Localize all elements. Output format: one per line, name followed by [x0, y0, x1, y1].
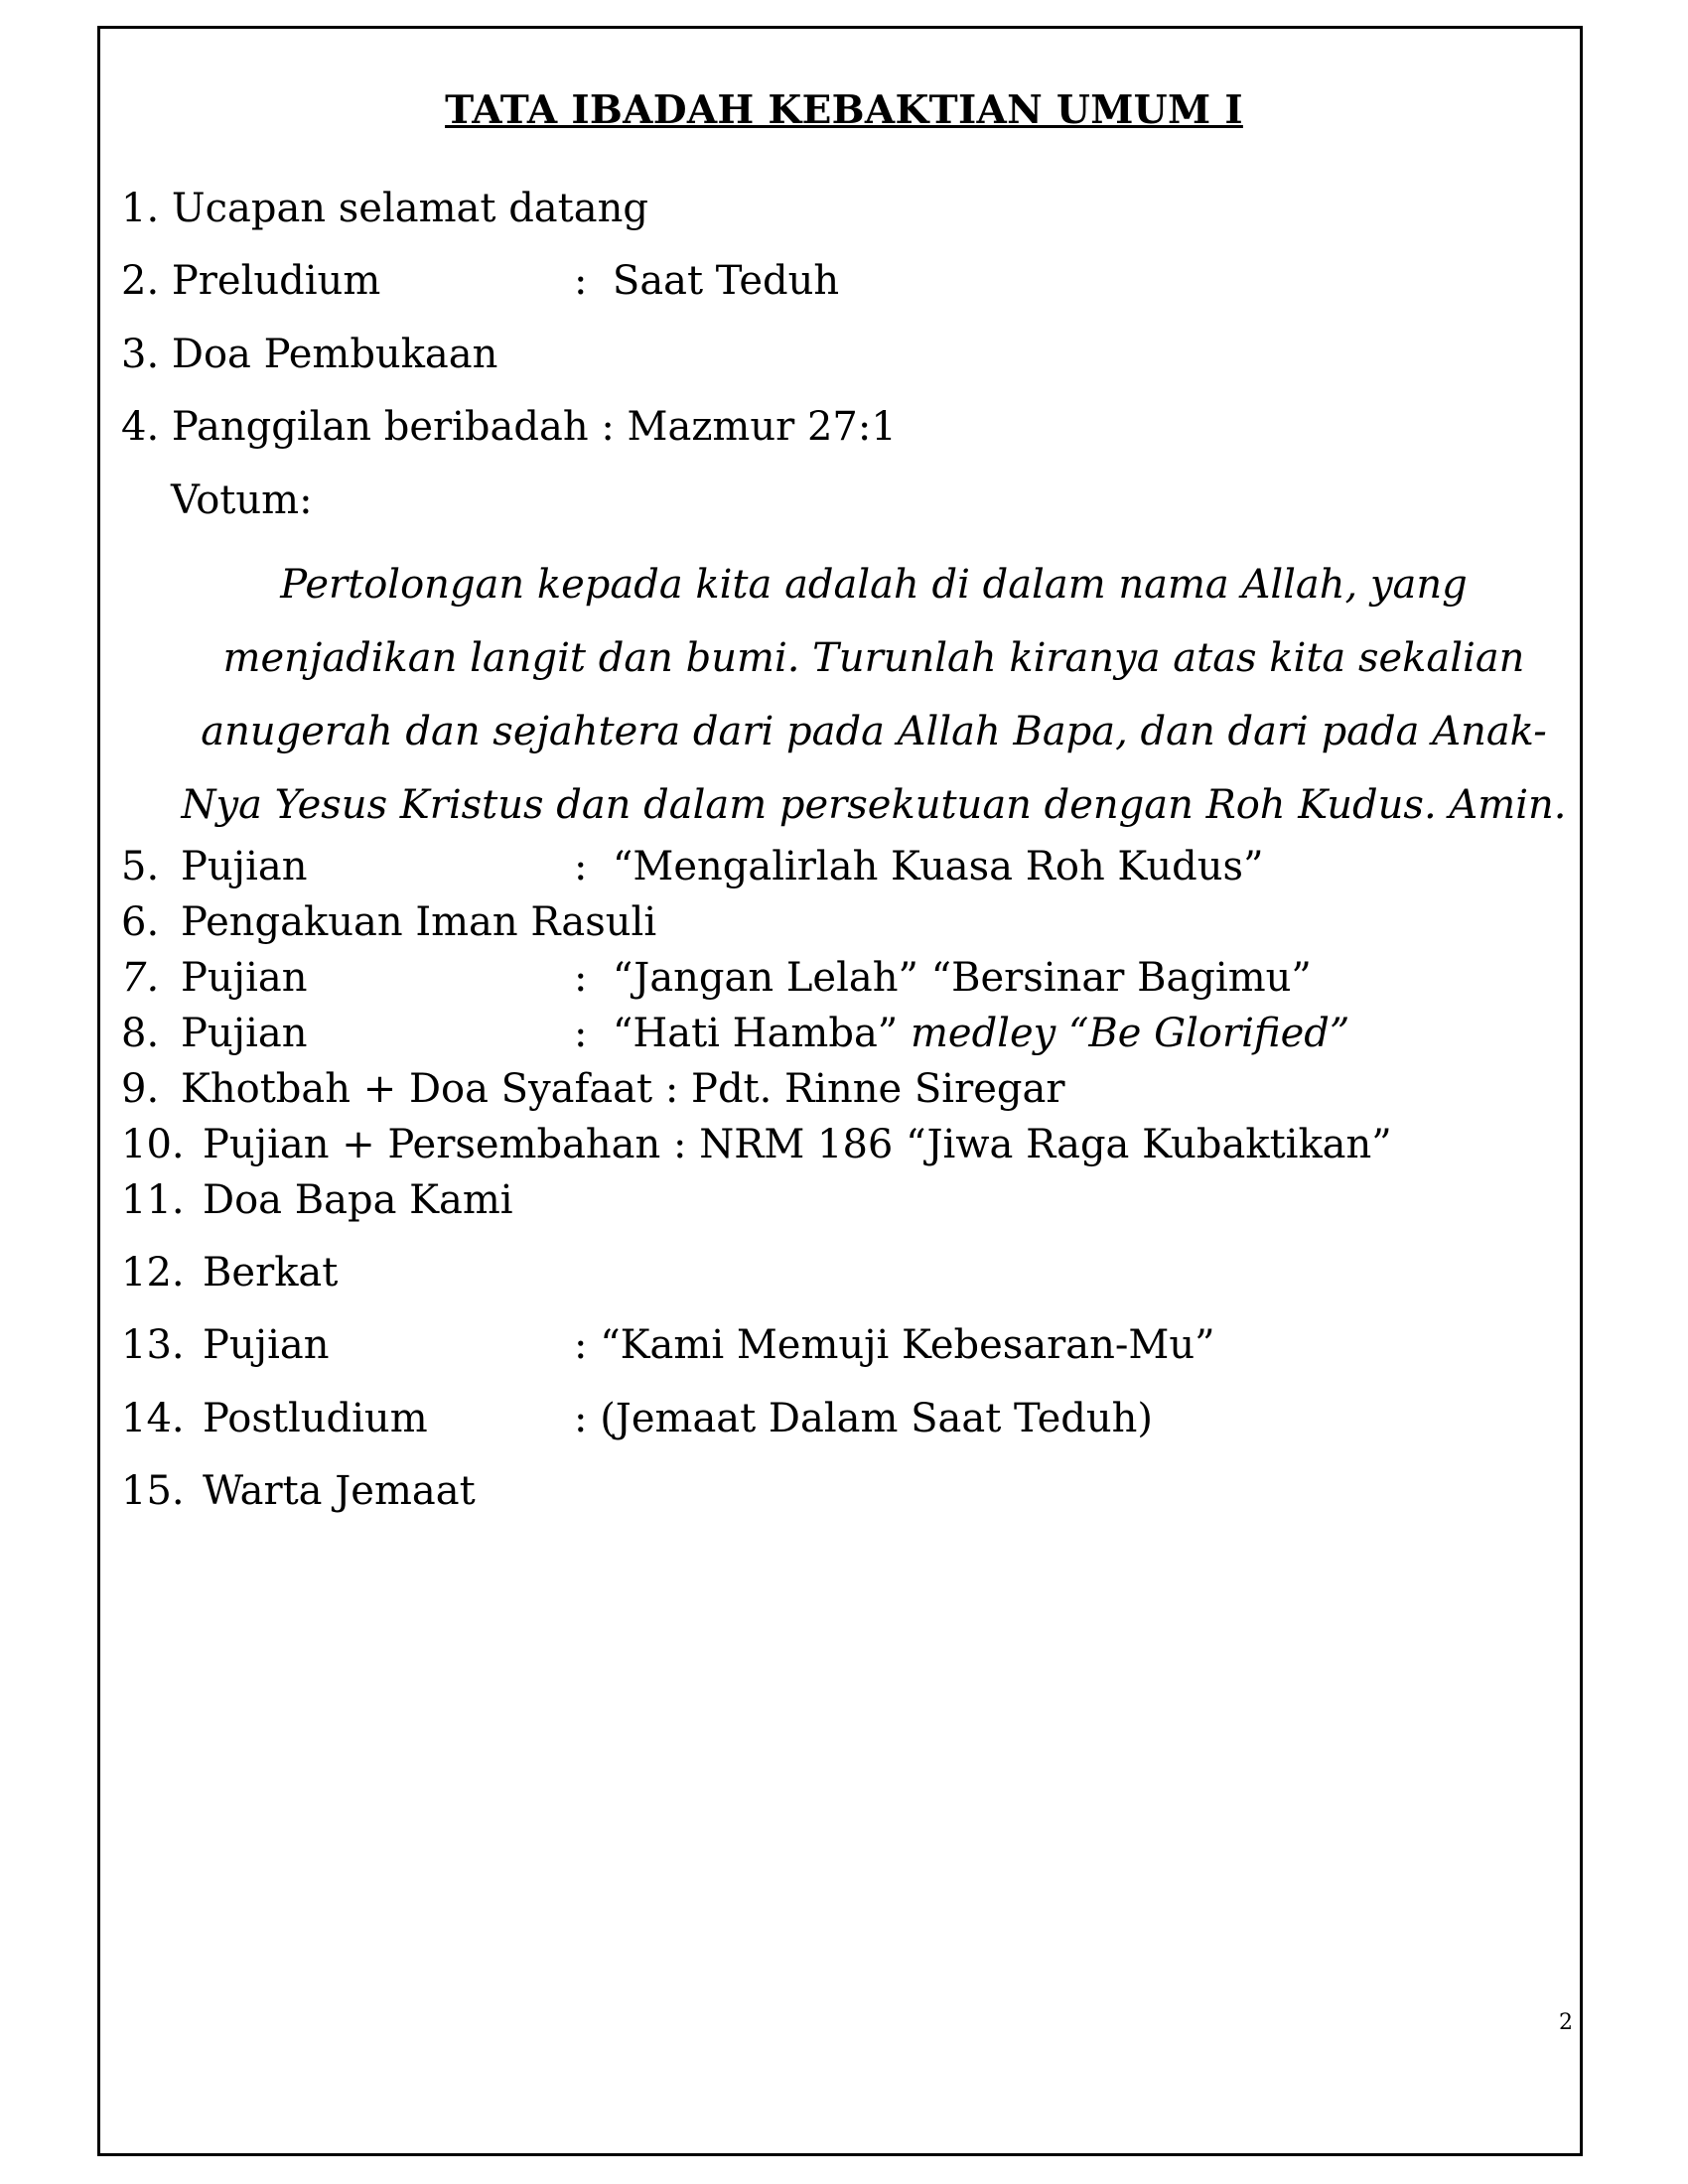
colon: :: [601, 404, 615, 450]
item-value: “Mengalirlah Kuasa Roh Kudus”: [612, 844, 1264, 889]
list-item-13: [121, 1322, 330, 1368]
colon: :: [574, 844, 588, 889]
item-label: Berkat: [203, 1250, 339, 1296]
list-item-2: [121, 258, 381, 304]
item-label: Pujian: [181, 844, 308, 889]
item-number: 5.: [121, 844, 160, 889]
item-value: Saat Teduh: [612, 258, 840, 304]
item-number: 10.: [121, 1122, 185, 1167]
item-label: Preludium: [171, 258, 381, 304]
item-2-value-row: [574, 258, 840, 304]
colon: :: [574, 1011, 588, 1056]
item-label: Panggilan beribadah: [171, 404, 589, 450]
item-13-value-row: [574, 1322, 1215, 1368]
item-value: Pdt. Rinne Siregar: [691, 1066, 1065, 1112]
colon: :: [574, 258, 588, 304]
votum-label: Votum:: [171, 478, 313, 523]
list-item-10: [121, 1122, 1392, 1167]
votum-text: [169, 548, 1579, 842]
item-number: 9.: [121, 1066, 160, 1112]
item-label: Ucapan selamat datang: [171, 186, 648, 231]
colon: :: [664, 1066, 679, 1112]
votum-line: menjadikan langit dan bumi. Turunlah kiranya atas kita sekalian: [222, 635, 1525, 681]
item-14-value-row: [574, 1396, 1153, 1441]
item-label: Pujian: [181, 1011, 308, 1056]
list-item-8: [121, 1011, 308, 1056]
list-item-4: [121, 404, 897, 450]
votum-line: Pertolongan kepada kita adalah di dalam nama Allah, yang: [280, 562, 1468, 608]
item-number: 14.: [121, 1396, 185, 1441]
colon: :: [574, 955, 588, 1001]
item-number: 2.: [121, 258, 160, 304]
list-item-11: [121, 1177, 513, 1223]
item-label: Warta Jemaat: [203, 1468, 476, 1514]
item-label: Postludium: [203, 1396, 428, 1441]
item-value: Mazmur 27:1: [627, 404, 897, 450]
item-label: Pujian + Persembahan: [203, 1122, 661, 1167]
item-value: “Kami Memuji Kebesaran-Mu”: [600, 1322, 1215, 1368]
item-label: Pujian: [181, 955, 308, 1001]
list-item-15: [121, 1468, 476, 1514]
list-item-1: [121, 186, 648, 231]
list-item-9: [121, 1066, 1065, 1112]
item-value: NRM 186 “Jiwa Raga Kubaktikan”: [699, 1122, 1392, 1167]
item-label: Khotbah + Doa Syafaat: [181, 1066, 653, 1112]
item-8-value-row: [574, 1011, 1350, 1056]
item-5-value-row: [574, 844, 1264, 889]
item-number: 15.: [121, 1468, 185, 1514]
item-label: Doa Pembukaan: [171, 332, 498, 377]
list-item-7: [121, 955, 308, 1001]
colon: :: [574, 1396, 588, 1441]
item-number: 4.: [121, 404, 160, 450]
item-value-italic: medley “Be Glorified”: [910, 1011, 1350, 1056]
list-item-12: [121, 1250, 339, 1296]
item-number: 11.: [121, 1177, 185, 1223]
page-title: TATA IBADAH KEBAKTIAN UMUM I: [445, 87, 1243, 133]
votum-line: anugerah dan sejahtera dari pada Allah Bapa, dan dari pada Anak-: [201, 709, 1547, 754]
item-value: (Jemaat Dalam Saat Teduh): [600, 1396, 1153, 1441]
page-number: 2: [1559, 2010, 1573, 2035]
item-label: Pujian: [203, 1322, 330, 1368]
item-number: 13.: [121, 1322, 185, 1368]
colon: :: [574, 1322, 588, 1368]
item-number: 6.: [121, 899, 160, 945]
item-label: Pengakuan Iman Rasuli: [181, 899, 657, 945]
item-number: 3.: [121, 332, 160, 377]
item-7-value-row: [574, 955, 1312, 1001]
item-value: “Hati Hamba”: [612, 1011, 899, 1056]
item-number: 1.: [121, 186, 160, 231]
list-item-5: [121, 844, 308, 889]
item-number: 12.: [121, 1250, 185, 1296]
colon: :: [673, 1122, 687, 1167]
list-item-3: [121, 332, 498, 377]
item-number: 7.: [121, 955, 160, 1001]
list-item-14: [121, 1396, 428, 1441]
votum-line: Nya Yesus Kristus dan dalam persekutuan dengan Roh Kudus. Amin.: [181, 782, 1567, 828]
list-item-6: [121, 899, 657, 945]
item-label: Doa Bapa Kami: [203, 1177, 513, 1223]
item-number: 8.: [121, 1011, 160, 1056]
item-value: “Jangan Lelah” “Bersinar Bagimu”: [612, 955, 1312, 1001]
